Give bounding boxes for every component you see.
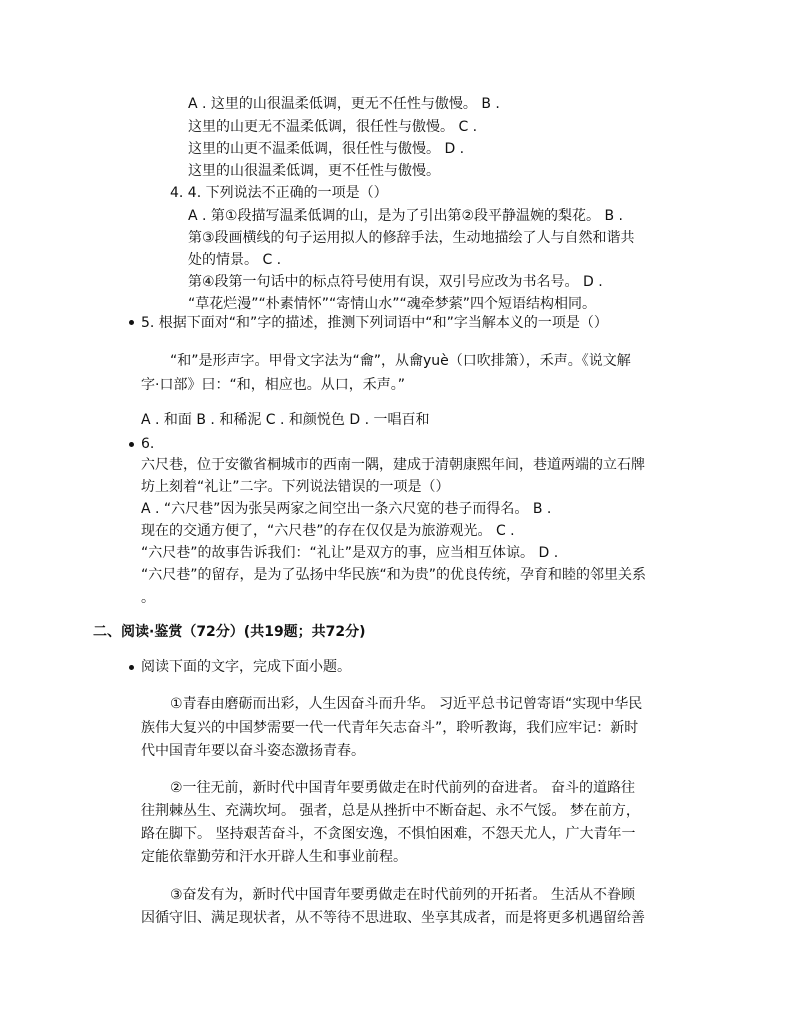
q6-line-7: 。 [141,590,155,606]
q6-line-6: “六尺巷”的留存，是为了弘扬中华民族“和为贵”的优良传统，孕育和睦的邻里关系 [141,567,647,583]
q4-stem: 4. 4. 下列说法不正确的一项是（） [170,185,388,201]
q6-line-3: A . “六尺巷”因为张吴两家之间空出一条六尺宽的巷子而得名。 B . [141,501,552,517]
q3-option-c: 这里的山更不温柔低调，很任性与傲慢。 D . [188,141,465,157]
para-3-line-2: 因循守旧、满足现状者，从不等待不思进取、坐享其成者，而是将更多机遇留给善 [141,910,645,926]
q4-line-3: 处的情景。 C . [188,252,282,268]
para-2-line-3: 路在脚下。 坚持艰苦奋斗，不贪图安逸，不惧怕困难，不怨天尤人，广大青年一 [141,826,636,842]
q6-line-1: 六尺巷，位于安徽省桐城市的西南一隅，建成于清朝康熙年间，巷道两端的立石牌 [141,457,645,473]
q5-quote-line-2: 字·口部》曰：“和，相应也。从口，禾声。” [141,377,405,393]
para-2-line-4: 定能依靠勤劳和汗水开辟人生和事业前程。 [141,849,407,865]
section-2-bullet [129,665,134,670]
q4-line-1: A . 第①段描写温柔低调的山，是为了引出第②段平静温婉的梨花。 B . [188,208,623,224]
q5-options: A . 和面 B . 和稀泥 C . 和颜悦色 D . 一唱百和 [141,412,430,428]
para-2-line-1: ②一往无前，新时代中国青年要勇做走在时代前列的奋进者。 奋斗的道路往 [170,780,635,796]
q6-bullet [129,442,134,447]
q4-line-2: 第③段画横线的句子运用拟人的修辞手法，生动地描绘了人与自然和谐共 [188,230,635,246]
q3-option-b: 这里的山更无不温柔低调，很任性与傲慢。 C . [188,119,478,135]
q5-bullet [129,320,134,325]
para-3-line-1: ③奋发有为，新时代中国青年要勇做走在时代前列的开拓者。 生活从不眷顾 [170,887,635,903]
q3-option-d: 这里的山很温柔低调，更不任性与傲慢。 [188,163,440,179]
q3-option-a: A . 这里的山很温柔低调，更无不任性与傲慢。 B . [188,96,500,112]
q5-quote-line-1: “和”是形声字。甲骨文字法为“龠”，从龠yuè（口吹排箫），禾声。《说文解 [170,353,631,369]
q4-line-4: 第④段第一句话中的标点符号使用有误，双引号应改为书名号。 D . [188,274,603,290]
q6-line-2: 坊上刻着“礼让”二字。下列说法错误的一项是（） [141,479,450,495]
section-2-instruction: 阅读下面的文字，完成下面小题。 [141,659,351,675]
para-1-line-3: 代中国青年要以奋斗姿态激扬青春。 [141,743,365,759]
para-2-line-2: 往荆棘丛生、充满坎坷。 强者，总是从挫折中不断奋起、永不气馁。 梦在前方， [141,803,640,819]
para-1-line-2: 族伟大复兴的中国梦需要一代一代青年矢志奋斗”，聆听教诲，我们应牢记：新时 [141,720,639,736]
q4-line-5: “草花烂漫”“朴素情怀”“寄情山水”“魂牵梦萦”四个短语结构相同。 [188,296,597,312]
q6-line-4: 现在的交通方便了，“六尺巷”的存在仅仅是为旅游观光。 C . [141,523,515,539]
q5-stem: 5. 根据下面对“和”字的描述，推测下列词语中“和”字当解本义的一项是（） [141,315,608,331]
q6-number: 6. [141,436,155,452]
para-1-line-1: ①青春由磨砺而出彩，人生因奋斗而升华。 习近平总书记曾寄语“实现中华民 [170,696,643,712]
q6-line-5: “六尺巷”的故事告诉我们：“礼让”是双方的事，应当相互体谅。 D . [141,545,559,561]
section-2-heading: 二、阅读·鉴赏（72分）(共19题；共72分) [93,624,366,640]
